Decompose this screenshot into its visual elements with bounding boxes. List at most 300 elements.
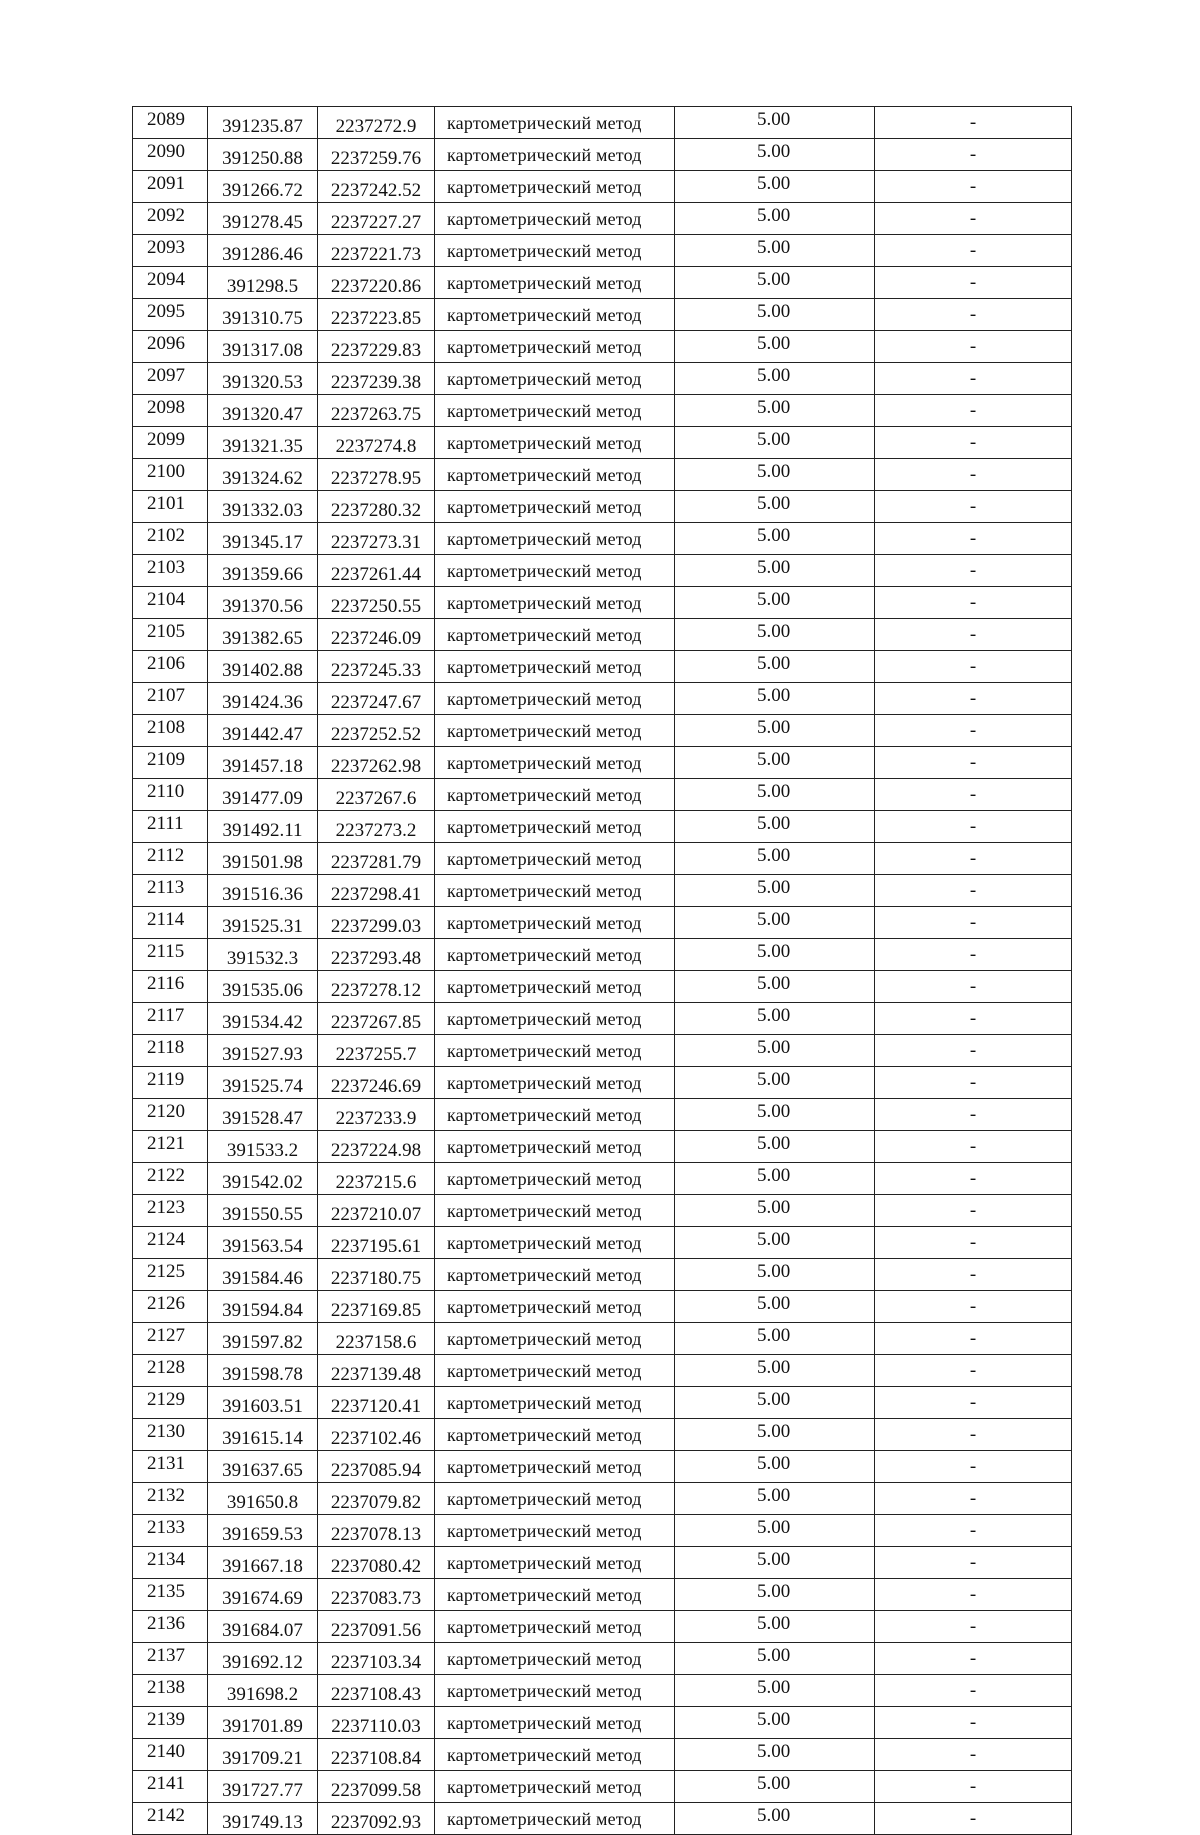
method-cell: картометрический метод (435, 971, 675, 1003)
y-coordinate-cell: 2237242.52 (318, 171, 435, 203)
note-cell: - (875, 587, 1072, 619)
accuracy-cell: 5.00 (675, 395, 875, 427)
note-cell: - (875, 1067, 1072, 1099)
table-row (133, 619, 1072, 651)
point-number-cell: 2138 (133, 1675, 208, 1707)
point-number-cell: 2117 (133, 1003, 208, 1035)
table-row (133, 907, 1072, 939)
method-cell: картометрический метод (435, 331, 675, 363)
point-number-cell: 2140 (133, 1739, 208, 1771)
accuracy-cell: 5.00 (675, 1259, 875, 1291)
x-coordinate-cell: 391310.75 (208, 299, 318, 331)
method-cell: картометрический метод (435, 1771, 675, 1803)
note-cell: - (875, 1707, 1072, 1739)
accuracy-cell: 5.00 (675, 1163, 875, 1195)
note-cell: - (875, 683, 1072, 715)
note-cell: - (875, 1643, 1072, 1675)
x-coordinate-cell: 391382.65 (208, 619, 318, 651)
x-coordinate-cell: 391332.03 (208, 491, 318, 523)
table-row (133, 1195, 1072, 1227)
table-row (133, 395, 1072, 427)
accuracy-cell: 5.00 (675, 1035, 875, 1067)
x-coordinate-cell: 391525.31 (208, 907, 318, 939)
y-coordinate-cell: 2237246.69 (318, 1067, 435, 1099)
x-coordinate-cell: 391598.78 (208, 1355, 318, 1387)
table-row (133, 1803, 1072, 1835)
note-cell: - (875, 203, 1072, 235)
x-coordinate-cell: 391527.93 (208, 1035, 318, 1067)
point-number-cell: 2124 (133, 1227, 208, 1259)
accuracy-cell: 5.00 (675, 1195, 875, 1227)
note-cell: - (875, 811, 1072, 843)
table-row (133, 1579, 1072, 1611)
method-cell: картометрический метод (435, 1195, 675, 1227)
table-row (133, 171, 1072, 203)
x-coordinate-cell: 391659.53 (208, 1515, 318, 1547)
accuracy-cell: 5.00 (675, 779, 875, 811)
point-number-cell: 2113 (133, 875, 208, 907)
x-coordinate-cell: 391266.72 (208, 171, 318, 203)
point-number-cell: 2108 (133, 715, 208, 747)
point-number-cell: 2107 (133, 683, 208, 715)
note-cell: - (875, 107, 1072, 139)
accuracy-cell: 5.00 (675, 1067, 875, 1099)
x-coordinate-cell: 391525.74 (208, 1067, 318, 1099)
x-coordinate-cell: 391550.55 (208, 1195, 318, 1227)
table-row (133, 363, 1072, 395)
point-number-cell: 2109 (133, 747, 208, 779)
y-coordinate-cell: 2237099.58 (318, 1771, 435, 1803)
note-cell: - (875, 1515, 1072, 1547)
accuracy-cell: 5.00 (675, 1003, 875, 1035)
x-coordinate-cell: 391727.77 (208, 1771, 318, 1803)
point-number-cell: 2091 (133, 171, 208, 203)
note-cell: - (875, 267, 1072, 299)
note-cell: - (875, 1483, 1072, 1515)
accuracy-cell: 5.00 (675, 267, 875, 299)
method-cell: картометрический метод (435, 1803, 675, 1835)
y-coordinate-cell: 2237085.94 (318, 1451, 435, 1483)
method-cell: картометрический метод (435, 1291, 675, 1323)
y-coordinate-cell: 2237227.27 (318, 203, 435, 235)
table-row (133, 491, 1072, 523)
method-cell: картометрический метод (435, 1675, 675, 1707)
method-cell: картометрический метод (435, 427, 675, 459)
method-cell: картометрический метод (435, 395, 675, 427)
note-cell: - (875, 299, 1072, 331)
table-row (133, 1003, 1072, 1035)
accuracy-cell: 5.00 (675, 1771, 875, 1803)
x-coordinate-cell: 391424.36 (208, 683, 318, 715)
table-row (133, 203, 1072, 235)
y-coordinate-cell: 2237120.41 (318, 1387, 435, 1419)
point-number-cell: 2121 (133, 1131, 208, 1163)
note-cell: - (875, 1227, 1072, 1259)
point-number-cell: 2129 (133, 1387, 208, 1419)
accuracy-cell: 5.00 (675, 523, 875, 555)
table-row (133, 331, 1072, 363)
point-number-cell: 2098 (133, 395, 208, 427)
y-coordinate-cell: 2237263.75 (318, 395, 435, 427)
y-coordinate-cell: 2237280.32 (318, 491, 435, 523)
table-row (133, 459, 1072, 491)
y-coordinate-cell: 2237108.43 (318, 1675, 435, 1707)
note-cell: - (875, 1035, 1072, 1067)
point-number-cell: 2134 (133, 1547, 208, 1579)
y-coordinate-cell: 2237239.38 (318, 363, 435, 395)
table-row (133, 1643, 1072, 1675)
note-cell: - (875, 1099, 1072, 1131)
method-cell: картометрический метод (435, 523, 675, 555)
x-coordinate-cell: 391692.12 (208, 1643, 318, 1675)
point-number-cell: 2101 (133, 491, 208, 523)
method-cell: картометрический метод (435, 1355, 675, 1387)
accuracy-cell: 5.00 (675, 459, 875, 491)
accuracy-cell: 5.00 (675, 331, 875, 363)
accuracy-cell: 5.00 (675, 427, 875, 459)
accuracy-cell: 5.00 (675, 235, 875, 267)
x-coordinate-cell: 391542.02 (208, 1163, 318, 1195)
method-cell: картометрический метод (435, 1259, 675, 1291)
x-coordinate-cell: 391528.47 (208, 1099, 318, 1131)
method-cell: картометрический метод (435, 363, 675, 395)
note-cell: - (875, 1259, 1072, 1291)
table-row (133, 555, 1072, 587)
accuracy-cell: 5.00 (675, 747, 875, 779)
method-cell: картометрический метод (435, 1323, 675, 1355)
y-coordinate-cell: 2237278.95 (318, 459, 435, 491)
table-row (133, 779, 1072, 811)
accuracy-cell: 5.00 (675, 875, 875, 907)
point-number-cell: 2105 (133, 619, 208, 651)
y-coordinate-cell: 2237229.83 (318, 331, 435, 363)
method-cell: картометрический метод (435, 1099, 675, 1131)
x-coordinate-cell: 391749.13 (208, 1803, 318, 1835)
note-cell: - (875, 1771, 1072, 1803)
x-coordinate-cell: 391516.36 (208, 875, 318, 907)
note-cell: - (875, 747, 1072, 779)
method-cell: картометрический метод (435, 491, 675, 523)
point-number-cell: 2095 (133, 299, 208, 331)
table-row (133, 1259, 1072, 1291)
coordinates-table-body (133, 107, 1072, 1835)
accuracy-cell: 5.00 (675, 1515, 875, 1547)
y-coordinate-cell: 2237293.48 (318, 939, 435, 971)
point-number-cell: 2099 (133, 427, 208, 459)
x-coordinate-cell: 391637.65 (208, 1451, 318, 1483)
table-row (133, 683, 1072, 715)
table-row (133, 843, 1072, 875)
table-row (133, 1739, 1072, 1771)
note-cell: - (875, 1739, 1072, 1771)
x-coordinate-cell: 391320.47 (208, 395, 318, 427)
y-coordinate-cell: 2237245.33 (318, 651, 435, 683)
accuracy-cell: 5.00 (675, 587, 875, 619)
x-coordinate-cell: 391684.07 (208, 1611, 318, 1643)
x-coordinate-cell: 391235.87 (208, 107, 318, 139)
note-cell: - (875, 171, 1072, 203)
table-row (133, 1227, 1072, 1259)
x-coordinate-cell: 391698.2 (208, 1675, 318, 1707)
note-cell: - (875, 1547, 1072, 1579)
method-cell: картометрический метод (435, 587, 675, 619)
table-row (133, 1451, 1072, 1483)
y-coordinate-cell: 2237195.61 (318, 1227, 435, 1259)
y-coordinate-cell: 2237080.42 (318, 1547, 435, 1579)
x-coordinate-cell: 391298.5 (208, 267, 318, 299)
y-coordinate-cell: 2237255.7 (318, 1035, 435, 1067)
note-cell: - (875, 619, 1072, 651)
method-cell: картометрический метод (435, 779, 675, 811)
point-number-cell: 2116 (133, 971, 208, 1003)
method-cell: картометрический метод (435, 555, 675, 587)
method-cell: картометрический метод (435, 171, 675, 203)
accuracy-cell: 5.00 (675, 107, 875, 139)
x-coordinate-cell: 391615.14 (208, 1419, 318, 1451)
point-number-cell: 2119 (133, 1067, 208, 1099)
note-cell: - (875, 1355, 1072, 1387)
method-cell: картометрический метод (435, 1611, 675, 1643)
method-cell: картометрический метод (435, 1035, 675, 1067)
table-row (133, 523, 1072, 555)
note-cell: - (875, 1803, 1072, 1835)
table-row (133, 1419, 1072, 1451)
y-coordinate-cell: 2237092.93 (318, 1803, 435, 1835)
y-coordinate-cell: 2237158.6 (318, 1323, 435, 1355)
accuracy-cell: 5.00 (675, 1675, 875, 1707)
x-coordinate-cell: 391532.3 (208, 939, 318, 971)
point-number-cell: 2142 (133, 1803, 208, 1835)
note-cell: - (875, 939, 1072, 971)
table-row (133, 1547, 1072, 1579)
accuracy-cell: 5.00 (675, 1451, 875, 1483)
table-row (133, 267, 1072, 299)
method-cell: картометрический метод (435, 1579, 675, 1611)
note-cell: - (875, 1131, 1072, 1163)
table-row (133, 1355, 1072, 1387)
accuracy-cell: 5.00 (675, 1643, 875, 1675)
x-coordinate-cell: 391709.21 (208, 1739, 318, 1771)
x-coordinate-cell: 391674.69 (208, 1579, 318, 1611)
method-cell: картометрический метод (435, 1707, 675, 1739)
x-coordinate-cell: 391594.84 (208, 1291, 318, 1323)
y-coordinate-cell: 2237273.31 (318, 523, 435, 555)
x-coordinate-cell: 391278.45 (208, 203, 318, 235)
accuracy-cell: 5.00 (675, 1355, 875, 1387)
table-row (133, 1291, 1072, 1323)
y-coordinate-cell: 2237220.86 (318, 267, 435, 299)
note-cell: - (875, 459, 1072, 491)
x-coordinate-cell: 391535.06 (208, 971, 318, 1003)
accuracy-cell: 5.00 (675, 651, 875, 683)
table-row (133, 427, 1072, 459)
note-cell: - (875, 779, 1072, 811)
accuracy-cell: 5.00 (675, 907, 875, 939)
table-row (133, 1067, 1072, 1099)
point-number-cell: 2135 (133, 1579, 208, 1611)
table-row (133, 1611, 1072, 1643)
y-coordinate-cell: 2237103.34 (318, 1643, 435, 1675)
point-number-cell: 2137 (133, 1643, 208, 1675)
coordinates-table (132, 106, 1072, 1835)
y-coordinate-cell: 2237169.85 (318, 1291, 435, 1323)
point-number-cell: 2090 (133, 139, 208, 171)
x-coordinate-cell: 391324.62 (208, 459, 318, 491)
method-cell: картометрический метод (435, 1131, 675, 1163)
note-cell: - (875, 1163, 1072, 1195)
table-row (133, 1675, 1072, 1707)
accuracy-cell: 5.00 (675, 299, 875, 331)
y-coordinate-cell: 2237272.9 (318, 107, 435, 139)
method-cell: картометрический метод (435, 715, 675, 747)
accuracy-cell: 5.00 (675, 491, 875, 523)
method-cell: картометрический метод (435, 907, 675, 939)
y-coordinate-cell: 2237261.44 (318, 555, 435, 587)
y-coordinate-cell: 2237223.85 (318, 299, 435, 331)
x-coordinate-cell: 391477.09 (208, 779, 318, 811)
x-coordinate-cell: 391597.82 (208, 1323, 318, 1355)
note-cell: - (875, 1451, 1072, 1483)
y-coordinate-cell: 2237108.84 (318, 1739, 435, 1771)
method-cell: картометрический метод (435, 1419, 675, 1451)
note-cell: - (875, 843, 1072, 875)
table-row (133, 1035, 1072, 1067)
accuracy-cell: 5.00 (675, 1579, 875, 1611)
accuracy-cell: 5.00 (675, 683, 875, 715)
method-cell: картометрический метод (435, 1739, 675, 1771)
table-row (133, 1515, 1072, 1547)
method-cell: картометрический метод (435, 1643, 675, 1675)
x-coordinate-cell: 391345.17 (208, 523, 318, 555)
accuracy-cell: 5.00 (675, 1803, 875, 1835)
y-coordinate-cell: 2237102.46 (318, 1419, 435, 1451)
table-row (133, 715, 1072, 747)
note-cell: - (875, 1195, 1072, 1227)
method-cell: картометрический метод (435, 843, 675, 875)
accuracy-cell: 5.00 (675, 971, 875, 1003)
note-cell: - (875, 555, 1072, 587)
y-coordinate-cell: 2237110.03 (318, 1707, 435, 1739)
table-row (133, 1483, 1072, 1515)
table-row (133, 107, 1072, 139)
x-coordinate-cell: 391402.88 (208, 651, 318, 683)
method-cell: картометрический метод (435, 1387, 675, 1419)
accuracy-cell: 5.00 (675, 1131, 875, 1163)
table-row (133, 1131, 1072, 1163)
note-cell: - (875, 907, 1072, 939)
note-cell: - (875, 1675, 1072, 1707)
table-row (133, 875, 1072, 907)
note-cell: - (875, 1579, 1072, 1611)
point-number-cell: 2112 (133, 843, 208, 875)
method-cell: картометрический метод (435, 1515, 675, 1547)
point-number-cell: 2110 (133, 779, 208, 811)
y-coordinate-cell: 2237233.9 (318, 1099, 435, 1131)
point-number-cell: 2103 (133, 555, 208, 587)
method-cell: картометрический метод (435, 1067, 675, 1099)
accuracy-cell: 5.00 (675, 1707, 875, 1739)
x-coordinate-cell: 391442.47 (208, 715, 318, 747)
table-row (133, 1323, 1072, 1355)
accuracy-cell: 5.00 (675, 1547, 875, 1579)
point-number-cell: 2120 (133, 1099, 208, 1131)
x-coordinate-cell: 391321.35 (208, 427, 318, 459)
point-number-cell: 2100 (133, 459, 208, 491)
y-coordinate-cell: 2237281.79 (318, 843, 435, 875)
accuracy-cell: 5.00 (675, 939, 875, 971)
point-number-cell: 2097 (133, 363, 208, 395)
y-coordinate-cell: 2237221.73 (318, 235, 435, 267)
y-coordinate-cell: 2237252.52 (318, 715, 435, 747)
note-cell: - (875, 1387, 1072, 1419)
note-cell: - (875, 331, 1072, 363)
y-coordinate-cell: 2237083.73 (318, 1579, 435, 1611)
method-cell: картометрический метод (435, 939, 675, 971)
note-cell: - (875, 875, 1072, 907)
method-cell: картометрический метод (435, 811, 675, 843)
accuracy-cell: 5.00 (675, 1739, 875, 1771)
table-row (133, 1099, 1072, 1131)
method-cell: картометрический метод (435, 651, 675, 683)
point-number-cell: 2094 (133, 267, 208, 299)
x-coordinate-cell: 391317.08 (208, 331, 318, 363)
point-number-cell: 2123 (133, 1195, 208, 1227)
table-row (133, 811, 1072, 843)
point-number-cell: 2122 (133, 1163, 208, 1195)
accuracy-cell: 5.00 (675, 203, 875, 235)
method-cell: картометрический метод (435, 875, 675, 907)
point-number-cell: 2131 (133, 1451, 208, 1483)
method-cell: картометрический метод (435, 203, 675, 235)
point-number-cell: 2128 (133, 1355, 208, 1387)
table-row (133, 587, 1072, 619)
table-row (133, 939, 1072, 971)
y-coordinate-cell: 2237273.2 (318, 811, 435, 843)
method-cell: картометрический метод (435, 1451, 675, 1483)
y-coordinate-cell: 2237298.41 (318, 875, 435, 907)
point-number-cell: 2118 (133, 1035, 208, 1067)
x-coordinate-cell: 391667.18 (208, 1547, 318, 1579)
accuracy-cell: 5.00 (675, 1323, 875, 1355)
note-cell: - (875, 1611, 1072, 1643)
note-cell: - (875, 523, 1072, 555)
y-coordinate-cell: 2237262.98 (318, 747, 435, 779)
method-cell: картометрический метод (435, 1227, 675, 1259)
point-number-cell: 2115 (133, 939, 208, 971)
accuracy-cell: 5.00 (675, 363, 875, 395)
x-coordinate-cell: 391320.53 (208, 363, 318, 395)
accuracy-cell: 5.00 (675, 171, 875, 203)
x-coordinate-cell: 391286.46 (208, 235, 318, 267)
note-cell: - (875, 427, 1072, 459)
y-coordinate-cell: 2237091.56 (318, 1611, 435, 1643)
table-row (133, 139, 1072, 171)
method-cell: картометрический метод (435, 1547, 675, 1579)
note-cell: - (875, 235, 1072, 267)
accuracy-cell: 5.00 (675, 1483, 875, 1515)
accuracy-cell: 5.00 (675, 1099, 875, 1131)
x-coordinate-cell: 391563.54 (208, 1227, 318, 1259)
accuracy-cell: 5.00 (675, 1227, 875, 1259)
note-cell: - (875, 1323, 1072, 1355)
note-cell: - (875, 139, 1072, 171)
method-cell: картометрический метод (435, 1483, 675, 1515)
y-coordinate-cell: 2237267.6 (318, 779, 435, 811)
point-number-cell: 2092 (133, 203, 208, 235)
method-cell: картометрический метод (435, 107, 675, 139)
point-number-cell: 2141 (133, 1771, 208, 1803)
note-cell: - (875, 651, 1072, 683)
